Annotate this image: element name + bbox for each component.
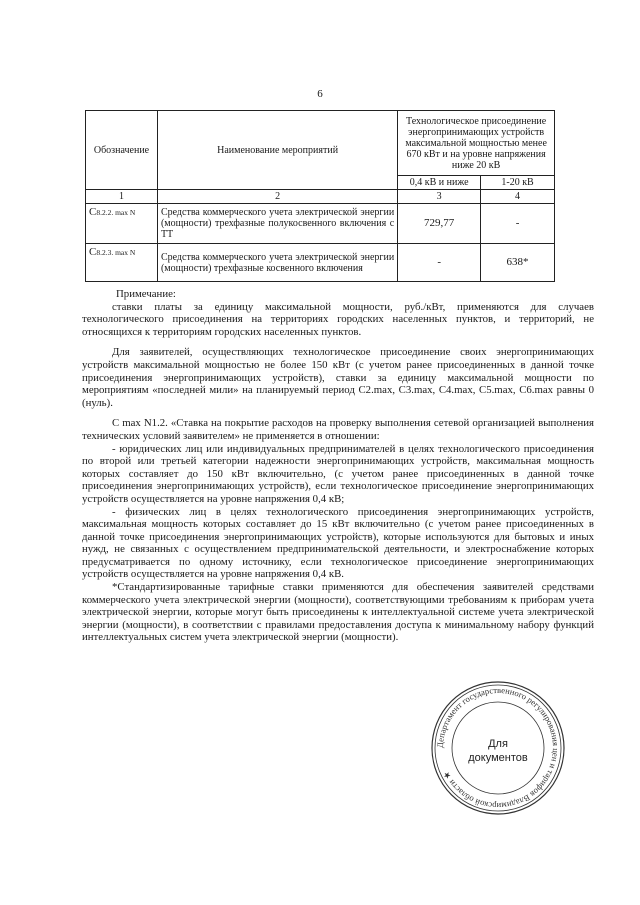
table-row — [86, 204, 555, 244]
column-number: 1 — [86, 190, 158, 204]
official-stamp — [430, 680, 566, 816]
row-code: C8.2.2. max N — [86, 204, 158, 244]
header-group-title: Технологическое присоединение энергопринимающих устройств максимальной мощностью менее 670 кВт и на уровне напряжения ниже 20 кВ — [398, 111, 555, 176]
table-row — [86, 244, 555, 282]
row-name: Средства коммерческого учета электрической энергии (мощности) трехфазные полукосвенного включения с ТТ — [157, 204, 397, 244]
row-value-high: 638* — [481, 244, 555, 282]
stamp-ring-text: Департамент государственного регулирования цен и тарифов Владимирской области ★ — [434, 684, 562, 812]
column-number-row — [86, 190, 555, 204]
header-voltage-high: 1-20 кВ — [481, 176, 555, 190]
paragraph-n12: С max N1.2. «Ставка на покрытие расходов на проверку выполнения сетевой организацией выполнения технических условий заявителем» не применяется в отношении: — [82, 417, 594, 442]
header-event-name: Наименование мероприятий — [157, 111, 397, 190]
table-header-row — [86, 111, 555, 176]
document-body — [82, 288, 594, 644]
note-title: Примечание: — [116, 288, 176, 300]
note-paragraph: ставки платы за единицу максимальной мощности, руб./кВт, применяются для случаев технологического присоединения на территориях городских населенных пунктов, и территорий, не относящихся к территориям городских населенных пунктов. — [82, 300, 594, 338]
column-number: 2 — [157, 190, 397, 204]
column-number: 3 — [398, 190, 481, 204]
header-designation: Обозначение — [86, 111, 158, 190]
stamp-center-line-2: документов — [468, 752, 528, 764]
bullet-legal-entities: - юридических лиц или индивидуальных предпринимателей в целях технологического присоединения по второй или третьей категории надежности энергопринимающих устройств, максимальная мощность которых составляет до 150 кВт включительно, (с учетом ранее присоединенных в данной точке присоединения энергопринимающих устройств), если технологическое присоединение энергопринимающих устройств осуществляется на уровне напряжения 0,4 кВ; — [82, 442, 594, 505]
row-code: C8.2.3. max N — [86, 244, 158, 282]
header-voltage-low: 0,4 кВ и ниже — [398, 176, 481, 190]
row-value-low: - — [398, 244, 481, 282]
column-number: 4 — [481, 190, 555, 204]
row-value-low: 729,77 — [398, 204, 481, 244]
bullet-individuals: - физических лиц в целях технологического присоединения энергопринимающих устройств, максимальная мощность которых составляет до 15 кВт включительно (с учетом ранее присоединенных в данной точке присоединения энергопринимающих устройств), которые используются для бытовых и иных нужд, не связанных с осуществлением предпринимательской деятельности, и электроснабжение которых предусматривается по одному источнику, если технологическое присоединение энергопринимающих устройств осуществляется на уровне напряжения 0,4 кВ. — [82, 505, 594, 581]
row-name: Средства коммерческого учета электрической энергии (мощности) трехфазные косвенного включения — [157, 244, 397, 282]
stamp-center-line-1: Для — [488, 738, 508, 750]
paragraph-150kw: Для заявителей, осуществляющих технологическое присоединение своих энергопринимающих устройств максимальной мощностью не более 150 кВт (с учетом ранее присоединенных в данной точке присоединения энергопринимающих устройств), ставки за единицу максимальной мощности по мероприятиям «последней мили» на планируемый период С2.max, С3.max, С4.max, С5.max, С6.max равны 0 (нуль). — [82, 346, 594, 409]
tariff-table — [85, 110, 555, 282]
paragraph-standardized-rates: *Стандартизированные тарифные ставки применяются для обеспечения заявителей средствами коммерческого учета электрической энергии (мощности), соответствующими требованиям к приборам учета электрической энергии, которые могут быть присоединены к интеллектуальной системе учета электрической энергии (мощности), в соответствии с правилами предоставления доступа к минимальному набору функций интеллектуальных систем учета электрической энергии (мощности). — [82, 581, 594, 644]
page-number: 6 — [317, 88, 323, 100]
row-value-high: - — [481, 204, 555, 244]
